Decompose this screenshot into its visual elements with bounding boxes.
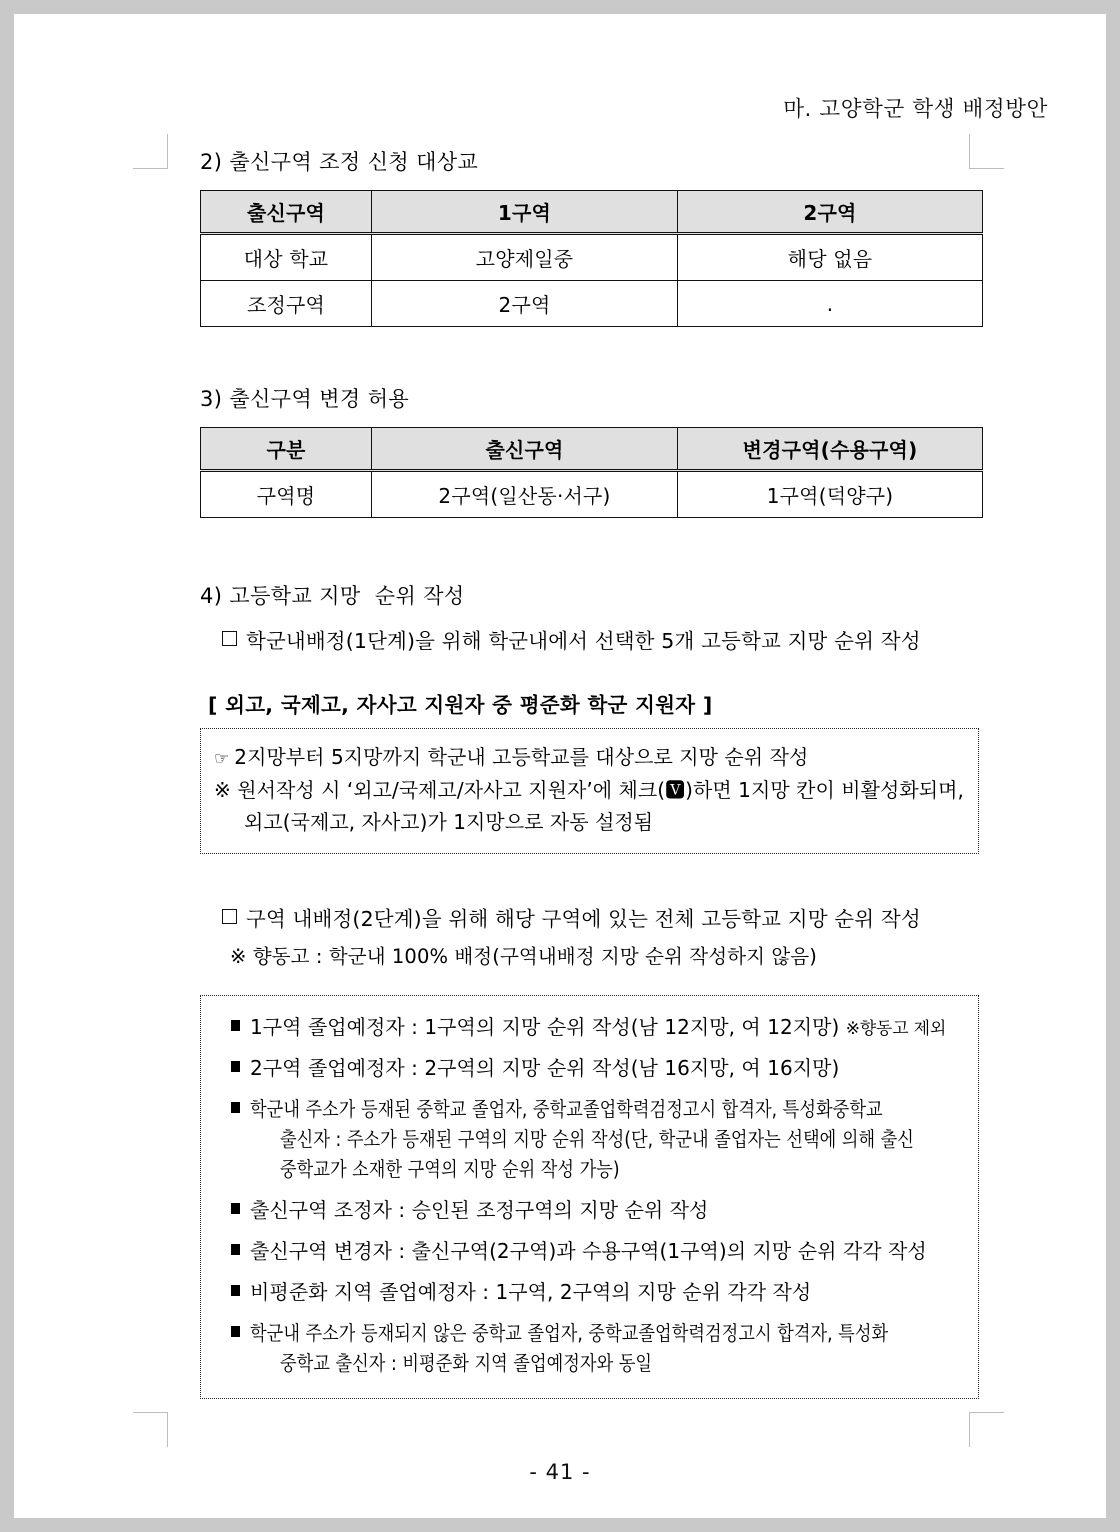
table-cell: 해당 없음 (678, 234, 983, 281)
square-bullet-icon (231, 1020, 240, 1031)
origin-zone-change-table (200, 427, 983, 518)
section-4-title: 4) 고등학교 지망 순위 작성 (200, 584, 465, 608)
table-header-cell: 구분 (201, 428, 372, 471)
note-line (214, 742, 966, 773)
origin-zone-adjustment-table (200, 190, 983, 327)
list-item (231, 1012, 968, 1043)
table-cell: 조정구역 (201, 281, 372, 327)
bracket-label: [ 외고, 국제고, 자사고 지원자 중 평준화 학군 지원자 ] (208, 693, 713, 717)
table-cell: 구역명 (201, 471, 372, 518)
section-3-title: 3) 출신구역 변경 허용 (200, 387, 410, 411)
page-number: - 41 - (529, 1460, 591, 1484)
list-item-line: 중학교가 소재한 구역의 지망 순위 작성 가능) (280, 1157, 620, 1182)
list-item-line: 출신구역 변경자 : 출신구역(2구역)과 수용구역(1구역)의 지망 순위 각각 작성 (250, 1239, 927, 1264)
table-cell: 2구역 (372, 281, 678, 327)
note-line-text: 2지망부터 5지망까지 학군내 고등학교를 대상으로 지망 순위 작성 (234, 745, 809, 769)
table-header-row (201, 428, 983, 471)
document-page (14, 14, 1106, 1518)
list-item-line: 학군내 주소가 등재된 중학교 졸업자, 중학교졸업학력검정고시 합격자, 특성화중학교 (250, 1097, 883, 1122)
checkbox-item-label: 구역 내배정(2단계)을 위해 해당 구역에 있는 전체 고등학교 지망 순위 작성 (246, 906, 921, 931)
table-header-cell: 2구역 (678, 191, 983, 234)
checkbox-item-stage1 (222, 624, 990, 654)
table-header-row (201, 191, 983, 234)
table-header-cell: 변경구역(수용구역) (678, 428, 983, 471)
list-item-line: 2구역 졸업예정자 : 2구역의 지망 순위 작성(남 16지망, 여 16지망) (250, 1056, 840, 1081)
list-item-line: 출신구역 조정자 : 승인된 조정구역의 지망 순위 작성 (250, 1198, 709, 1223)
table-header-cell: 1구역 (372, 191, 678, 234)
square-bullet-icon (231, 1102, 240, 1113)
list-item (231, 1236, 968, 1266)
checkbox-icon (222, 909, 237, 924)
list-item (231, 1195, 968, 1225)
page-content (200, 146, 990, 1399)
square-bullet-icon (231, 1244, 240, 1255)
table-header-cell: 출신구역 (372, 428, 678, 471)
table-cell: 1구역(덕양구) (678, 471, 983, 518)
list-item-text (250, 1094, 1017, 1184)
table-header-cell: 출신구역 (201, 191, 372, 234)
crop-mark-top-left (133, 134, 168, 169)
checkbox-icon (222, 631, 237, 646)
table-cell: 고양제일중 (372, 234, 678, 281)
note-line: 외고(국제고, 자사고)가 1지망으로 자동 설정됨 (244, 810, 654, 835)
list-item (231, 1277, 968, 1307)
note-box-special-schools (200, 728, 979, 854)
table-cell: 대상 학교 (201, 234, 372, 281)
square-bullet-icon (231, 1285, 240, 1296)
list-item-line: 출신자 : 주소가 등재된 구역의 지망 순위 작성(단, 학군내 졸업자는 선택에 의해 출신 (280, 1127, 914, 1152)
section-2-title: 2) 출신구역 조정 신청 대상교 (200, 150, 479, 174)
list-item-text (250, 1277, 811, 1307)
list-item (231, 1094, 968, 1184)
list-item-text (250, 1318, 992, 1378)
zone-rules-box (200, 995, 979, 1400)
running-header: 마. 고양학군 학생 배정방안 (783, 97, 1048, 122)
list-item-line: 비평준화 지역 졸업예정자 : 1구역, 2구역의 지망 순위 각각 작성 (250, 1280, 812, 1305)
checkbox-item-stage2 (222, 902, 990, 932)
table-cell: 2구역(일산동·서구) (372, 471, 678, 518)
table-row (201, 281, 983, 327)
zone-rules-list (215, 1012, 968, 1379)
list-item-line: 학군내 주소가 등재되지 않은 중학교 졸업자, 중학교졸업학력검정고시 합격자, 특성화 (250, 1321, 889, 1346)
list-item-suffix: ※향동고 제외 (845, 1018, 947, 1039)
list-item-line: 중학교 출신자 : 비평준화 지역 졸업예정자와 동일 (280, 1351, 653, 1376)
square-bullet-icon (231, 1203, 240, 1214)
list-item-text (250, 1012, 946, 1043)
crop-mark-bottom-right (969, 1412, 1004, 1447)
list-item (231, 1318, 968, 1378)
table-row (201, 234, 983, 281)
list-item-text (250, 1195, 708, 1225)
note-line: ※ 원서작성 시 ‘외고/국제고/자사고 지원자’에 체크(🆅)하면 1지망 칸이 비활성화되며, (214, 777, 964, 802)
square-bullet-icon (231, 1326, 240, 1337)
checkbox-item-subnote: ※ 향동고 : 학군내 100% 배정(구역내배정 지망 순위 작성하지 않음) (230, 944, 817, 968)
list-item-line: 1구역 졸업예정자 : 1구역의 지망 순위 작성(남 12지망, 여 12지망) (250, 1014, 846, 1039)
list-item-text (250, 1236, 927, 1266)
checkbox-item-label: 학군내배정(1단계)을 위해 학군내에서 선택한 5개 고등학교 지망 순위 작성 (246, 629, 921, 653)
table-cell: . (678, 281, 983, 327)
list-item-text (250, 1053, 839, 1083)
table-row (201, 471, 983, 518)
square-bullet-icon (231, 1061, 240, 1072)
pointing-hand-icon: ☞ (214, 749, 230, 769)
crop-mark-bottom-left (133, 1412, 168, 1447)
list-item (231, 1053, 968, 1083)
